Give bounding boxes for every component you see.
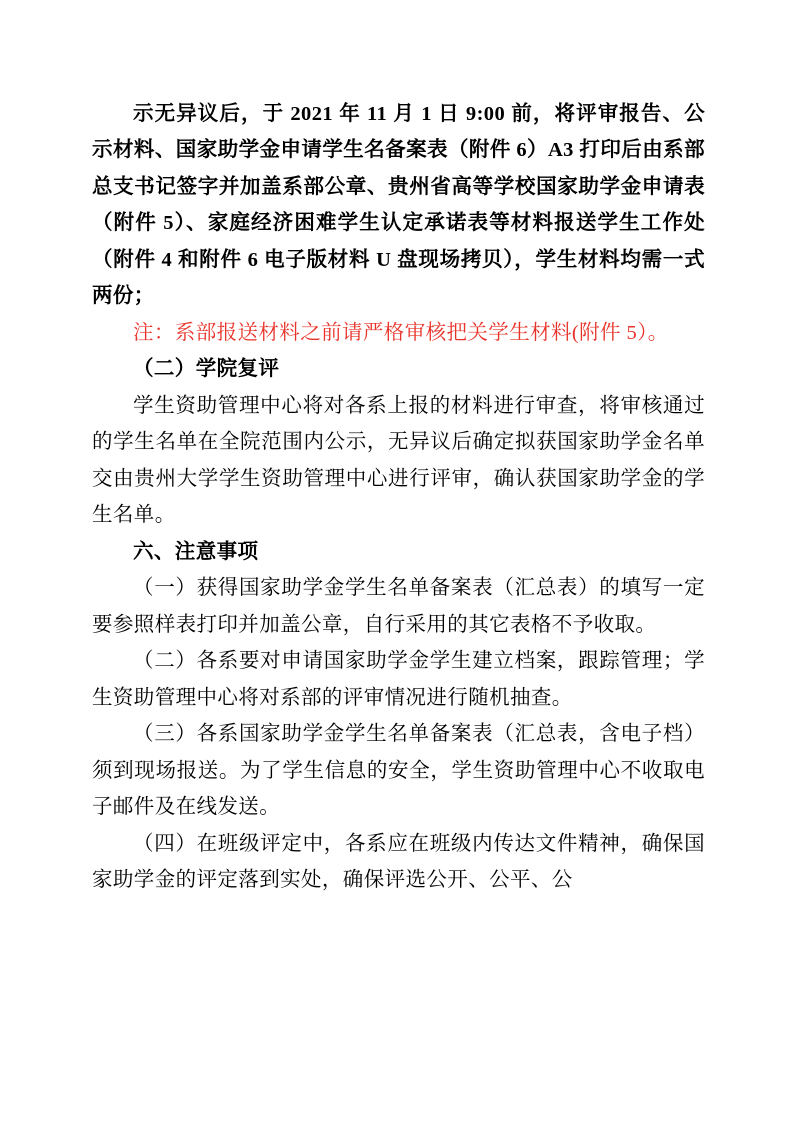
- paragraph-red-warning-note: 注：系部报送材料之前请严格审核把关学生材料(附件 5）。: [133, 321, 669, 344]
- paragraph-note-three: （三）各系国家助学金学生名单备案表（汇总表，含电子档）须到现场报送。为了学生信息的安全，学生资助管理中心不收取电子邮件及在线发送。: [92, 723, 705, 819]
- heading-section-six-notes: 六、注意事项: [133, 540, 259, 563]
- paragraph-submission-deadline: 示无异议后，于 2021 年 11 月 1 日 9:00 前，将评审报告、公示材料、国家助学金申请学生名备案表（附件 6）A3 打印后由系部总支书记签字并加盖系部公章、贵州省高等学校国家助学金申请表（附件 5）、家庭经济困难学生认定承诺表等材料报送学生工作处（附件 4 和附件 6 电子版材料 U 盘现场拷贝），学生材料均需一式两份；: [92, 103, 705, 308]
- document-body: [92, 96, 705, 899]
- paragraph-note-two: （二）各系要对申请国家助学金学生建立档案，跟踪管理；学生资助管理中心将对系部的评审情况进行随机抽查。: [92, 650, 705, 709]
- paragraph-note-one: （一）获得国家助学金学生名单备案表（汇总表）的填写一定要参照样表打印并加盖公章，自行采用的其它表格不予收取。: [92, 577, 705, 636]
- subheading-college-review: （二）学院复评: [133, 358, 280, 381]
- paragraph-college-review-body: 学生资助管理中心将对各系上报的材料进行审查，将审核通过的学生名单在全院范围内公示，无异议后确定拟获国家助学金名单交由贵州大学学生资助管理中心进行评审，确认获国家助学金的学生名单。: [92, 394, 705, 527]
- paragraph-note-four: （四）在班级评定中，各系应在班级内传达文件精神，确保国家助学金的评定落到实处，确保评选公开、公平、公: [92, 832, 705, 892]
